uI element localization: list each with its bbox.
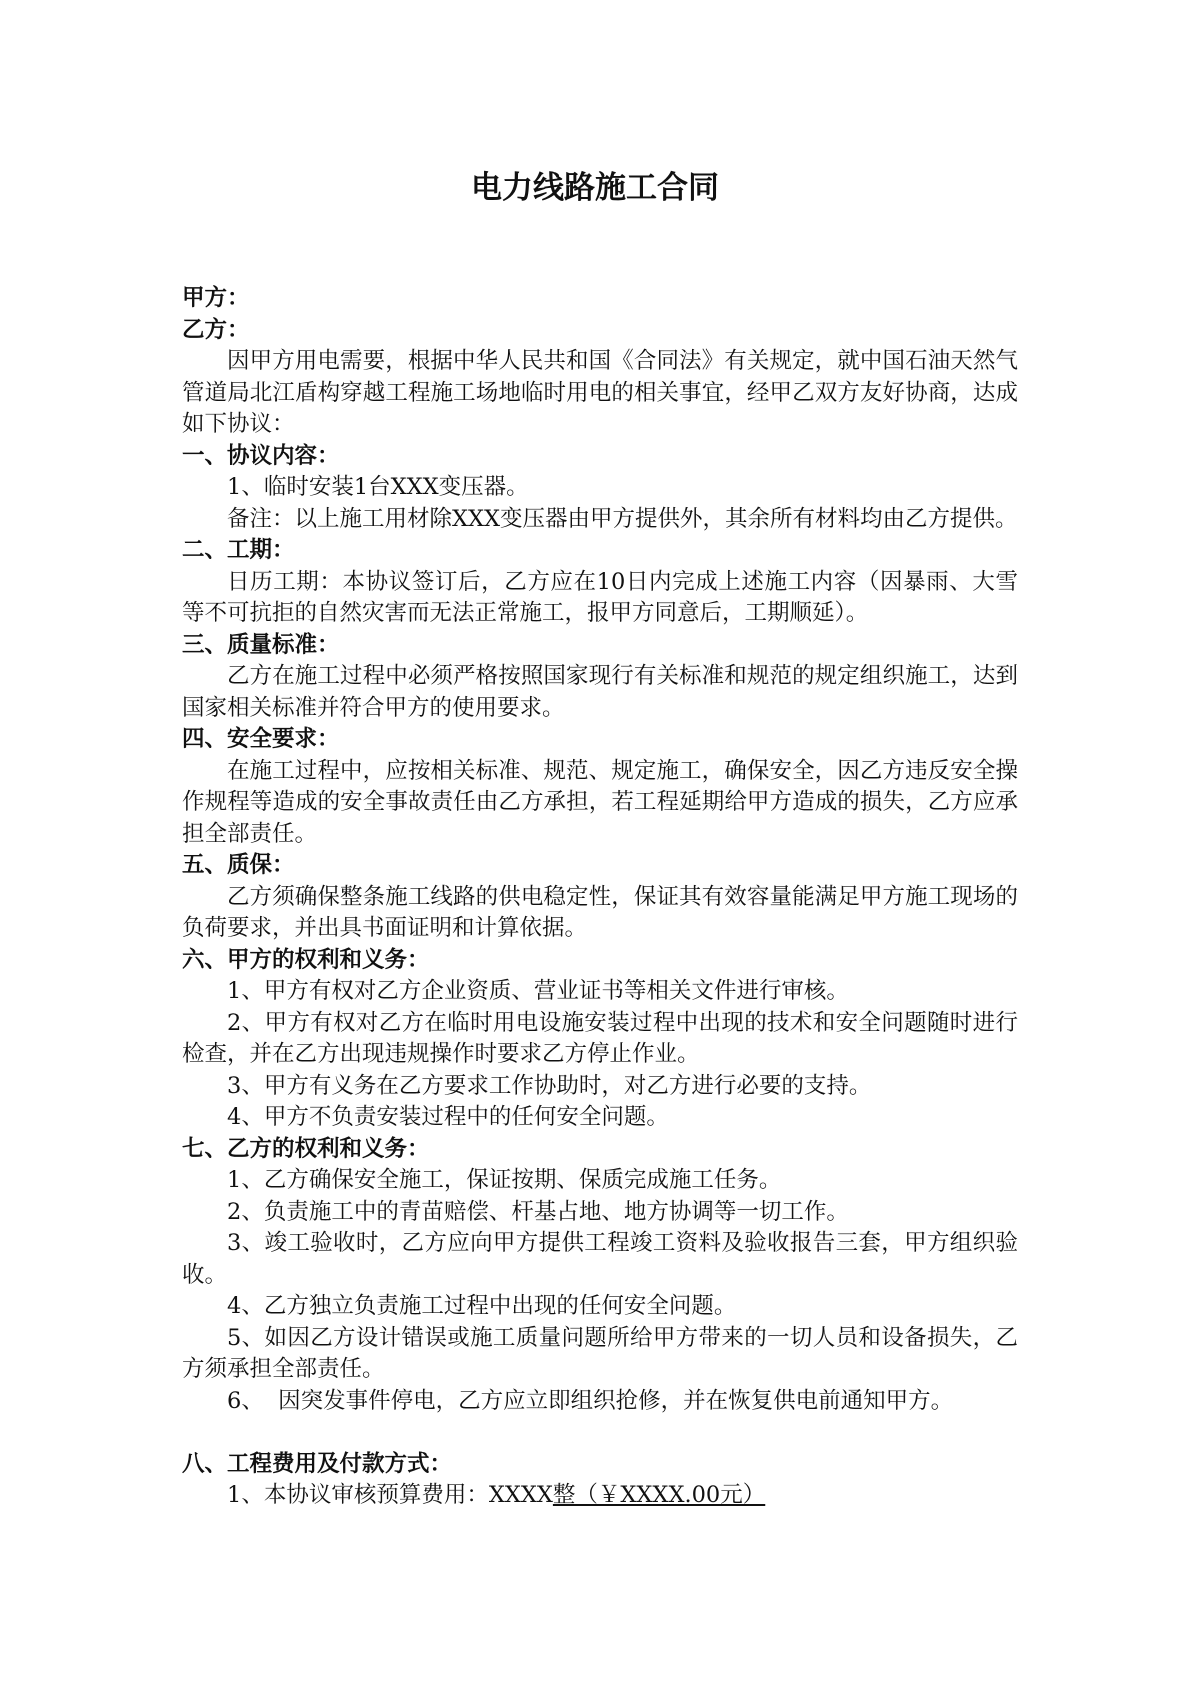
section-7-item-2: 2、负责施工中的青苗赔偿、杆基占地、地方协调等一切工作。 xyxy=(227,1198,849,1225)
section-5-text: 乙方须确保整条施工线路的供电稳定性，保证其有效容量能满足甲方施工现场的负荷要求，并出具书面证明和计算依据。 xyxy=(182,883,1018,941)
document-title: 电力线路施工合同 xyxy=(471,170,719,206)
section-6-item-3: 3、甲方有义务在乙方要求工作协助时，对乙方进行必要的支持。 xyxy=(227,1072,872,1099)
contract-body xyxy=(182,283,1018,1512)
section-6-item-4: 4、甲方不负责安装过程中的任何安全问题。 xyxy=(227,1104,669,1130)
paragraph-gap xyxy=(182,1417,1018,1449)
party-b-label: 乙方： xyxy=(182,316,250,343)
section-3-heading: 三、质量标准： xyxy=(182,631,340,658)
budget-prefix: 1、本协议审核预算费用：XXXX xyxy=(227,1482,553,1508)
section-8-item-1 xyxy=(182,1480,1018,1512)
section-6-item-1: 1、甲方有权对乙方企业资质、营业证书等相关文件进行审核。 xyxy=(227,978,849,1004)
party-a-label: 甲方： xyxy=(182,285,250,311)
section-6-heading: 六、甲方的权利和义务： xyxy=(182,946,430,973)
section-7-item-1: 1、乙方确保安全施工，保证按期、保质完成施工任务。 xyxy=(227,1167,782,1193)
intro-paragraph: 因甲方用电需要，根据中华人民共和国《合同法》有关规定，就中国石油天然气管道局北江盾构穿越工程施工场地临时用电的相关事宜，经甲乙双方友好协商，达成如下协议： xyxy=(182,348,1018,437)
section-5-heading: 五、质保： xyxy=(182,852,295,878)
section-3-text: 乙方在施工过程中必须严格按照国家现行有关标准和规范的规定组织施工，达到国家相关标准并符合甲方的使用要求。 xyxy=(182,663,1018,721)
section-7-item-6: 6、 因突发事件停电，乙方应立即组织抢修，并在恢复供电前通知甲方。 xyxy=(227,1387,954,1414)
section-1-heading: 一、协议内容： xyxy=(182,442,340,469)
budget-amount: 整（￥XXXX.00元） xyxy=(552,1482,766,1508)
section-1-note: 备注：以上施工用材除XXX变压器由甲方提供外，其余所有材料均由乙方提供。 xyxy=(227,505,1018,532)
section-2-text: 日历工期：本协议签订后，乙方应在10日内完成上述施工内容（因暴雨、大雪等不可抗拒的自然灾害而无法正常施工，报甲方同意后，工期顺延）。 xyxy=(182,568,1018,626)
section-1-item-1: 1、临时安装1台XXX变压器。 xyxy=(227,474,529,500)
section-7-item-5: 5、如因乙方设计错误或施工质量问题所给甲方带来的一切人员和设备损失，乙方须承担全部责任。 xyxy=(182,1324,1018,1382)
section-8-heading: 八、工程费用及付款方式： xyxy=(182,1450,453,1477)
section-2-heading: 二、工期： xyxy=(182,537,295,563)
section-4-heading: 四、安全要求： xyxy=(182,726,340,752)
section-6-item-2: 2、甲方有权对乙方在临时用电设施安装过程中出现的技术和安全问题随时进行检查，并在乙方出现违规操作时要求乙方停止作业。 xyxy=(182,1009,1018,1067)
section-4-text: 在施工过程中，应按相关标准、规范、规定施工，确保安全，因乙方违反安全操作规程等造成的安全事故责任由乙方承担，若工程延期给甲方造成的损失，乙方应承担全部责任。 xyxy=(182,757,1018,847)
section-7-item-4: 4、乙方独立负责施工过程中出现的任何安全问题。 xyxy=(227,1293,737,1319)
section-7-item-3: 3、竣工验收时，乙方应向甲方提供工程竣工资料及验收报告三套，甲方组织验收。 xyxy=(182,1230,1018,1288)
section-7-heading: 七、乙方的权利和义务： xyxy=(182,1135,430,1162)
